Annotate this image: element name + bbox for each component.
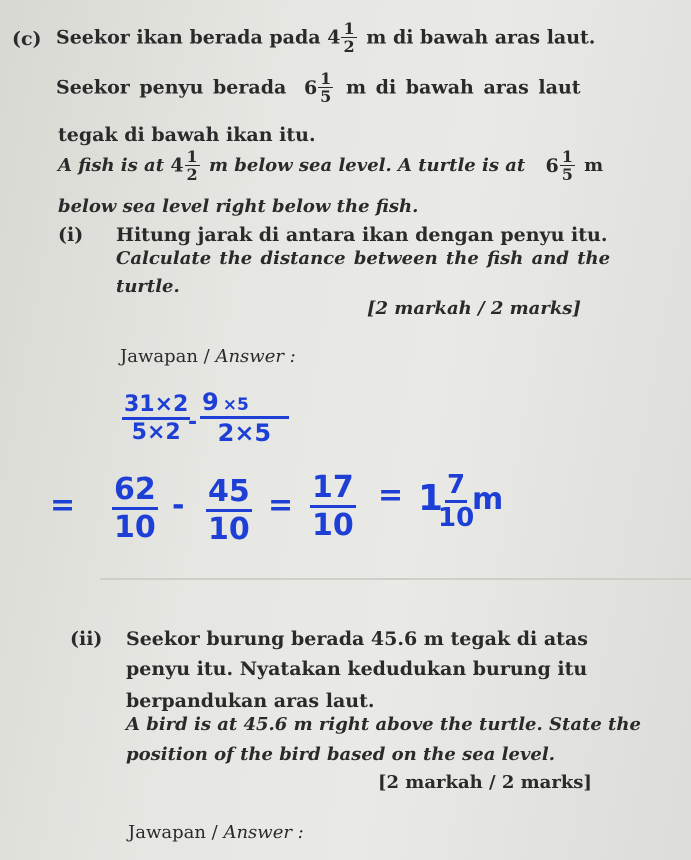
question-c-malay-line2 xyxy=(56,70,581,105)
part-i-answer-label: Jawapan / Answer : xyxy=(120,346,296,367)
malay-line2-end: m di bawah aras laut xyxy=(345,76,581,99)
malay-line2-text: Seekor penyu berada xyxy=(56,76,287,99)
hand-equals-2: = xyxy=(268,488,294,523)
hand-frac-9-over-2x5: 9 ×5 2×5 xyxy=(200,388,289,447)
part-i-malay: Hitung jarak di antara ikan dengan penyu itu. xyxy=(116,224,608,246)
fish-depth-whole: 4 xyxy=(327,26,341,49)
part-i-marks: [2 markah / 2 marks] xyxy=(367,298,581,319)
hand-unit-m: m xyxy=(472,482,504,517)
hand-frac-62-over-10: 62 10 xyxy=(114,472,156,545)
hand-minus-1: - xyxy=(188,410,198,435)
turtle-depth-whole: 6 xyxy=(303,76,318,99)
part-ii-english-line2: position of the bird based on the sea level. xyxy=(126,744,555,765)
part-ii-marks: [2 markah / 2 marks] xyxy=(378,772,592,793)
question-c-malay-line3: tegak di bawah ikan itu. xyxy=(58,124,316,146)
part-ii-malay-line2: penyu itu. Nyatakan kedudukan burung itu xyxy=(126,658,588,680)
question-c-label: (c) xyxy=(12,28,42,50)
turtle-depth-fraction: $\frac{1}{5}$ xyxy=(320,69,332,106)
part-i-label: (i) xyxy=(58,224,84,246)
divider-shadow xyxy=(100,578,691,580)
hand-minus-2: - xyxy=(172,488,185,523)
malay-line1-text: Seekor ikan berada pada xyxy=(56,26,321,49)
part-ii-answer-label: Jawapan / Answer : xyxy=(128,822,304,843)
hand-equals-3: = xyxy=(378,478,404,513)
part-ii-malay-line3: berpandukan aras laut. xyxy=(126,690,375,712)
hand-frac-7-over-10: 7 10 xyxy=(438,470,475,533)
hand-frac-31x2-over-5x2: 31×2 5×2 xyxy=(124,392,189,445)
question-c-malay-line1 xyxy=(56,20,595,55)
question-c-english-line2: below sea level right below the fish. xyxy=(58,196,419,217)
hand-frac-17-over-10: 17 10 xyxy=(312,470,354,543)
part-i-english-line1: Calculate the distance between the fish and the xyxy=(116,248,611,269)
hand-frac-45-over-10: 45 10 xyxy=(208,474,250,547)
question-c-english-line1: A fish is at 4 $\frac{1}{2}$ m below sea level. A turtle is at 6 $\frac{1}{5}$ m xyxy=(58,147,604,184)
part-ii-malay-line1: Seekor burung berada 45.6 m tegak di atas xyxy=(126,628,588,650)
hand-equals-1: = xyxy=(50,488,76,523)
part-ii-english-line1: A bird is at 45.6 m right above the turtle. State the xyxy=(126,714,641,735)
part-ii-label: (ii) xyxy=(70,628,103,650)
hand-mixed-whole: 1 xyxy=(418,478,444,519)
part-i-english-line2: turtle. xyxy=(116,276,180,297)
malay-line1-end: m di bawah aras laut. xyxy=(366,26,596,49)
fish-depth-fraction: $\frac{1}{2}$ xyxy=(343,19,355,56)
